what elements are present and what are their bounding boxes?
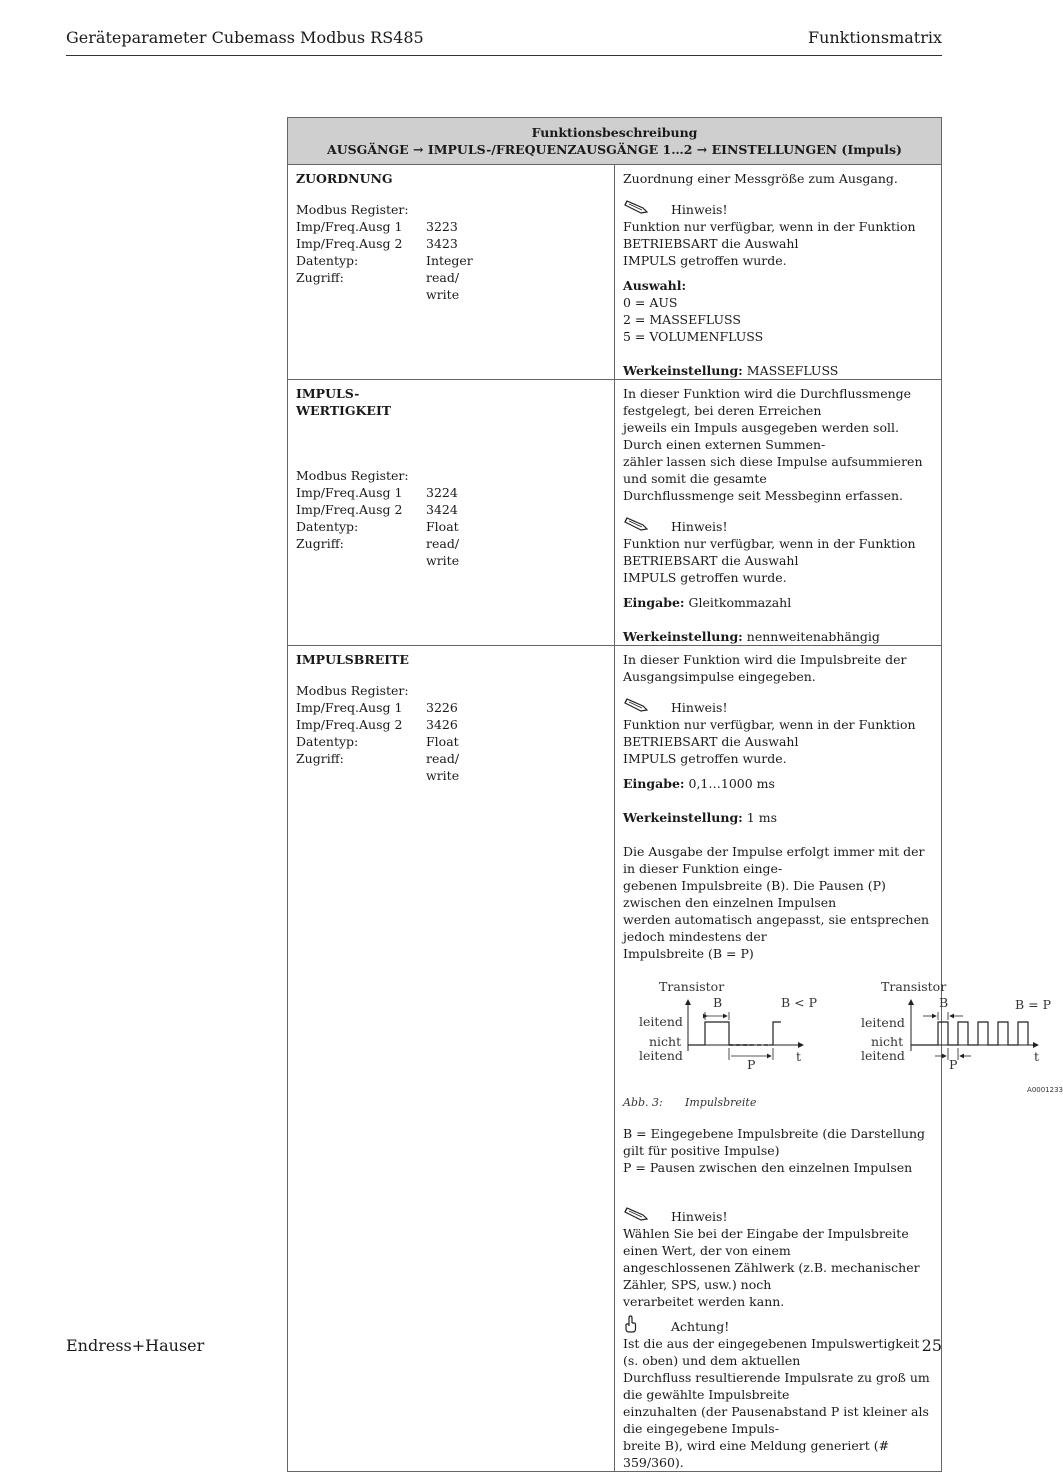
access-value: read/ write (426, 270, 460, 302)
description-line: werden automatisch angepasst, sie entsprechen jedoch mindestens der (623, 912, 930, 944)
default-setting: Werkeinstellung: nennweitenabhängig (623, 629, 880, 644)
function-name: IMPULS- WERTIGKEIT (296, 386, 392, 418)
access-label: Zugriff: (296, 751, 344, 766)
note-line: Wählen Sie bei der Eingabe der Impulsbreite einen Wert, der von einem (623, 1226, 909, 1258)
footer-brand: Endress+Hauser (66, 1336, 205, 1355)
table-header-line-2: AUSGÄNGE → IMPULS-/FREQUENZAUSGÄNGE 1…2 → EINSTELLUNGEN (Impuls) (327, 142, 902, 157)
access-label: Zugriff: (296, 270, 344, 285)
figure-left-on: leitend (639, 1014, 683, 1029)
table-header (288, 118, 942, 165)
description-text: In dieser Funktion wird die Impulsbreite der Ausgangsimpulse eingegeben. (623, 652, 907, 684)
datatype-value: Float (426, 519, 459, 534)
register-2-label: Imp/Freq.Ausg 2 (296, 502, 403, 517)
input-setting: Eingabe: Gleitkommazahl (623, 595, 792, 610)
pulse-signal-right (911, 1022, 1028, 1045)
description-cell (615, 380, 942, 646)
access-value: read/ write (426, 751, 460, 783)
note-text-2: IMPULS getroffen wurde. (623, 570, 787, 585)
description-line: Die Ausgabe der Impulse erfolgt immer mit der in dieser Funktion einge- (623, 844, 925, 876)
figure-left-off-1: nicht (649, 1034, 682, 1049)
pulse-signal-left (688, 1022, 751, 1045)
figure-right-off-1: nicht (871, 1034, 904, 1049)
note-heading (623, 518, 935, 535)
legend-line: B = Eingegebene Impulsbreite (die Darstellung gilt für positive Impulse) (623, 1126, 926, 1158)
figure-right-off-2: leitend (861, 1048, 905, 1063)
access-value: read/ write (426, 536, 460, 568)
caution-line: breite B), wird eine Meldung generiert (# 359/360). (623, 1438, 890, 1470)
option-item: 5 = VOLUMENFLUSS (623, 329, 764, 344)
note-title: Hinweis! (671, 700, 728, 715)
default-setting: Werkeinstellung: 1 ms (623, 810, 777, 825)
figure-right-p: P (949, 1057, 958, 1072)
register-1-value: 3224 (426, 485, 458, 500)
input-setting: Eingabe: 0,1…1000 ms (623, 776, 775, 791)
figure-right-title: Transistor (881, 979, 947, 994)
figure-left-t: t (796, 1049, 802, 1064)
register-1-label: Imp/Freq.Ausg 1 (296, 485, 403, 500)
table-header-row (288, 118, 942, 165)
function-name: ZUORDNUNG (296, 171, 393, 186)
note-text-2: IMPULS getroffen wurde. (623, 751, 787, 766)
pencil-note-icon (623, 200, 671, 220)
description-cell (615, 646, 1063, 1472)
register-2-value: 3423 (426, 236, 458, 251)
register-1-value: 3226 (426, 700, 458, 715)
pulse-signal-left-2 (769, 1022, 781, 1045)
note-text-1: Funktion nur verfügbar, wenn in der Funktion BETRIEBSART die Auswahl (623, 717, 916, 749)
register-block (296, 682, 607, 784)
caution-heading (623, 1318, 935, 1335)
figure-right-b: B (939, 995, 949, 1010)
note-text-1: Funktion nur verfügbar, wenn in der Funktion BETRIEBSART die Auswahl (623, 536, 916, 568)
figure-caption: Abb. 3: Impulsbreite (623, 1096, 757, 1109)
register-1-label: Imp/Freq.Ausg 1 (296, 700, 403, 715)
function-cell (288, 165, 615, 380)
pencil-note-icon (623, 517, 671, 537)
datatype-value: Float (426, 734, 459, 749)
table-row (288, 380, 942, 646)
register-block (296, 467, 607, 569)
default-setting: Werkeinstellung: MASSEFLUSS (623, 363, 839, 378)
note-line: angeschlossenen Zählwerk (z.B. mechanischer Zähler, SPS, usw.) noch (623, 1260, 920, 1292)
pulse-width-figure (623, 978, 1063, 1094)
table-header-line-1: Funktionsbeschreibung (531, 125, 698, 140)
function-cell (288, 380, 615, 646)
description-line: zähler lassen sich diese Impulse aufsummieren und somit die gesamte (623, 454, 923, 486)
figure-left-title: Transistor (659, 979, 725, 994)
page-number: 25 (921, 1336, 942, 1355)
modbus-label: Modbus Register: (296, 683, 409, 698)
figure-right-cond: B = P (1015, 997, 1052, 1012)
note-heading (623, 699, 935, 716)
note-line: verarbeitet werden kann. (623, 1294, 785, 1309)
register-1-value: 3223 (426, 219, 458, 234)
legend-line: P = Pausen zwischen den einzelnen Impulsen (623, 1160, 913, 1175)
description-line: gebenen Impulsbreite (B). Die Pausen (P) zwischen den einzelnen Impulsen (623, 878, 886, 910)
note-title: Hinweis! (671, 1209, 728, 1224)
pencil-note-icon (623, 698, 671, 718)
register-2-value: 3426 (426, 717, 458, 732)
caution-title: Achtung! (671, 1319, 730, 1334)
figure-code: A0001233 (1027, 1086, 1063, 1094)
description-line: Impulsbreite (B = P) (623, 946, 754, 961)
description-line: In dieser Funktion wird die Durchflussmenge festgelegt, bei deren Erreichen (623, 386, 912, 418)
note-heading (623, 201, 935, 218)
hand-caution-icon (623, 1316, 671, 1337)
function-matrix-table (287, 117, 1063, 1472)
modbus-label: Modbus Register: (296, 202, 409, 217)
description-cell (615, 165, 942, 380)
register-2-label: Imp/Freq.Ausg 2 (296, 236, 403, 251)
modbus-label: Modbus Register: (296, 468, 409, 483)
figure-left-p: P (747, 1057, 756, 1072)
datatype-label: Datentyp: (296, 734, 359, 749)
pencil-note-icon (623, 1207, 671, 1227)
page-header-section: Funktionsmatrix (807, 28, 942, 47)
function-cell (288, 646, 615, 1472)
caution-line: Durchfluss resultierende Impulsrate zu groß um die gewählte Impulsbreite (623, 1370, 930, 1402)
pulse-diagram (623, 978, 1063, 1090)
figure-right-on: leitend (861, 1015, 905, 1030)
description-line: jeweils ein Impuls ausgegeben werden soll. Durch einen externen Summen- (623, 420, 899, 452)
note-text-1: Funktion nur verfügbar, wenn in der Funktion BETRIEBSART die Auswahl (623, 219, 916, 251)
option-item: 0 = AUS (623, 295, 678, 310)
description-line: Durchflussmenge seit Messbeginn erfassen. (623, 488, 903, 503)
options-label: Auswahl: (623, 278, 687, 293)
function-name: IMPULSBREITE (296, 652, 409, 667)
datatype-label: Datentyp: (296, 253, 359, 268)
note-title: Hinweis! (671, 202, 728, 217)
figure-right-t: t (1034, 1049, 1040, 1064)
register-2-value: 3424 (426, 502, 458, 517)
datatype-label: Datentyp: (296, 519, 359, 534)
header-rule (66, 55, 942, 56)
figure-left-cond: B < P (781, 995, 818, 1010)
note-title: Hinweis! (671, 519, 728, 534)
register-block (296, 201, 607, 303)
table-row (288, 646, 942, 1472)
datatype-value: Integer (426, 253, 473, 268)
option-item: 2 = MASSEFLUSS (623, 312, 741, 327)
note-text-2: IMPULS getroffen wurde. (623, 253, 787, 268)
figure-left-b: B (713, 995, 723, 1010)
description-text: Zuordnung einer Messgröße zum Ausgang. (623, 171, 898, 186)
note-heading (623, 1208, 935, 1225)
figure-left-off-2: leitend (639, 1048, 683, 1063)
register-2-label: Imp/Freq.Ausg 2 (296, 717, 403, 732)
caution-line: einzuhalten (der Pausenabstand P ist kleiner als die eingegebene Impuls- (623, 1404, 929, 1436)
table-row (288, 165, 942, 380)
page-header-title: Geräteparameter Cubemass Modbus RS485 (66, 28, 424, 47)
caution-line: Ist die aus der eingegebenen Impulswertigkeit (s. oben) und dem aktuellen (623, 1336, 920, 1368)
access-label: Zugriff: (296, 536, 344, 551)
register-1-label: Imp/Freq.Ausg 1 (296, 219, 403, 234)
